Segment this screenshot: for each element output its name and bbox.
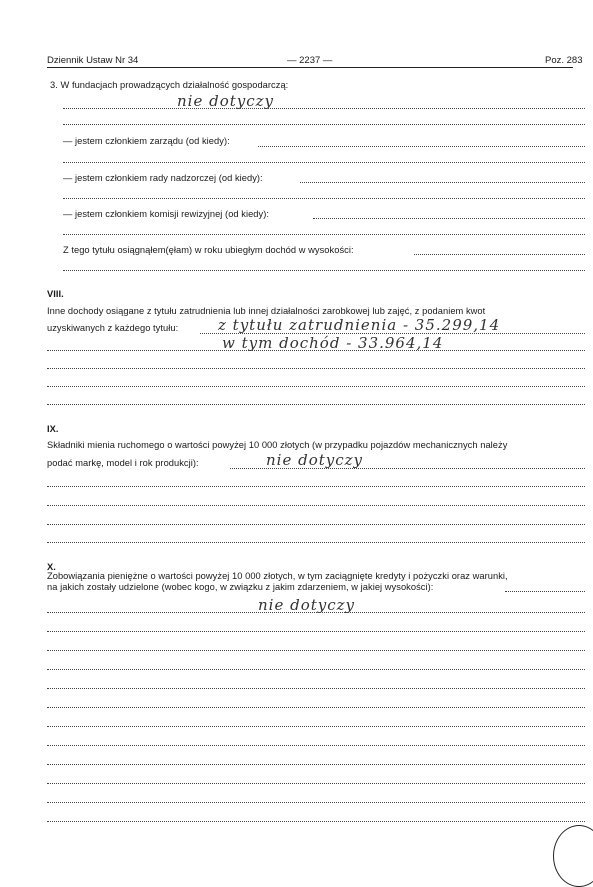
fill-line bbox=[47, 821, 585, 822]
fill-line bbox=[313, 218, 585, 219]
fill-line bbox=[47, 350, 585, 351]
fill-line bbox=[47, 486, 585, 487]
fill-line bbox=[47, 783, 585, 784]
section-10-line1: Zobowiązania pieniężne o wartości powyżej 10 000 złotych, w tym zaciągnięte kredyty i pożyczki oraz warunki, bbox=[47, 571, 508, 581]
header-rule bbox=[47, 67, 573, 68]
handwritten-not-applicable-3: nie dotyczy bbox=[258, 596, 356, 614]
fill-line bbox=[47, 650, 585, 651]
fill-line bbox=[47, 542, 585, 543]
fill-line bbox=[47, 631, 585, 632]
board-member-label: — jestem członkiem zarządu (od kiedy): bbox=[63, 136, 230, 146]
section-10-title: X. bbox=[47, 562, 56, 572]
fill-line bbox=[47, 612, 585, 613]
section-8-title: VIII. bbox=[47, 289, 64, 299]
audit-member-label: — jestem członkiem komisji rewizyjnej (od kiedy): bbox=[63, 209, 270, 219]
fill-line bbox=[63, 234, 585, 235]
fill-line bbox=[505, 591, 585, 592]
fill-line bbox=[47, 688, 585, 689]
section-9-title: IX. bbox=[47, 424, 59, 434]
section-8-line1: Inne dochody osiągane z tytułu zatrudnienia lub innej działalności zarobkowej lub zajęć, z podaniem kwot bbox=[47, 306, 486, 316]
section-8-line2: uzyskiwanych z każdego tytułu: bbox=[47, 323, 179, 333]
fill-line bbox=[47, 404, 585, 405]
income-label: Z tego tytułu osiągnąłem(ęłam) w roku ubiegłym dochód w wysokości: bbox=[63, 245, 354, 255]
fill-line bbox=[300, 182, 585, 183]
supervisory-member-label: — jestem członkiem rady nadzorczej (od kiedy): bbox=[63, 173, 263, 183]
section-3-label: 3. W fundacjach prowadzących działalność gospodarczą: bbox=[50, 80, 289, 90]
fill-line bbox=[47, 386, 585, 387]
section-9-line1: Składniki mienia ruchomego o wartości powyżej 10 000 złotych (w przypadku pojazdów mechanicznych należy bbox=[47, 440, 508, 450]
fill-line bbox=[47, 802, 585, 803]
fill-line bbox=[47, 764, 585, 765]
fill-line bbox=[63, 108, 585, 109]
fill-line bbox=[47, 669, 585, 670]
section-10-line2: na jakich zostały udzielone (wobec kogo, w związku z jakim zdarzeniem, w jakiej wysokości): bbox=[47, 582, 434, 592]
handwritten-net-income: w tym dochód - 33.964,14 bbox=[222, 334, 444, 352]
fill-line bbox=[230, 468, 585, 469]
position-number: Poz. 283 bbox=[545, 55, 583, 66]
fill-line bbox=[63, 162, 585, 163]
fill-line bbox=[63, 270, 585, 271]
handwritten-employment-income: z tytułu zatrudnienia - 35.299,14 bbox=[218, 316, 501, 334]
fill-line bbox=[47, 745, 585, 746]
fill-line bbox=[47, 368, 585, 369]
fill-line bbox=[414, 254, 585, 255]
section-9-line2: podać markę, model i rok produkcji): bbox=[47, 458, 199, 468]
handwritten-not-applicable-1: nie dotyczy bbox=[177, 92, 275, 110]
fill-line bbox=[63, 198, 585, 199]
fill-line bbox=[47, 707, 585, 708]
fill-line bbox=[47, 505, 585, 506]
fill-line bbox=[258, 146, 585, 147]
journal-name: Dziennik Ustaw Nr 34 bbox=[47, 55, 139, 66]
fill-line bbox=[47, 524, 585, 525]
fill-line bbox=[63, 124, 585, 125]
handwritten-corner-mark bbox=[553, 825, 593, 887]
page-number: — 2237 — bbox=[287, 55, 333, 66]
handwritten-not-applicable-2: nie dotyczy bbox=[266, 451, 364, 469]
fill-line bbox=[47, 726, 585, 727]
